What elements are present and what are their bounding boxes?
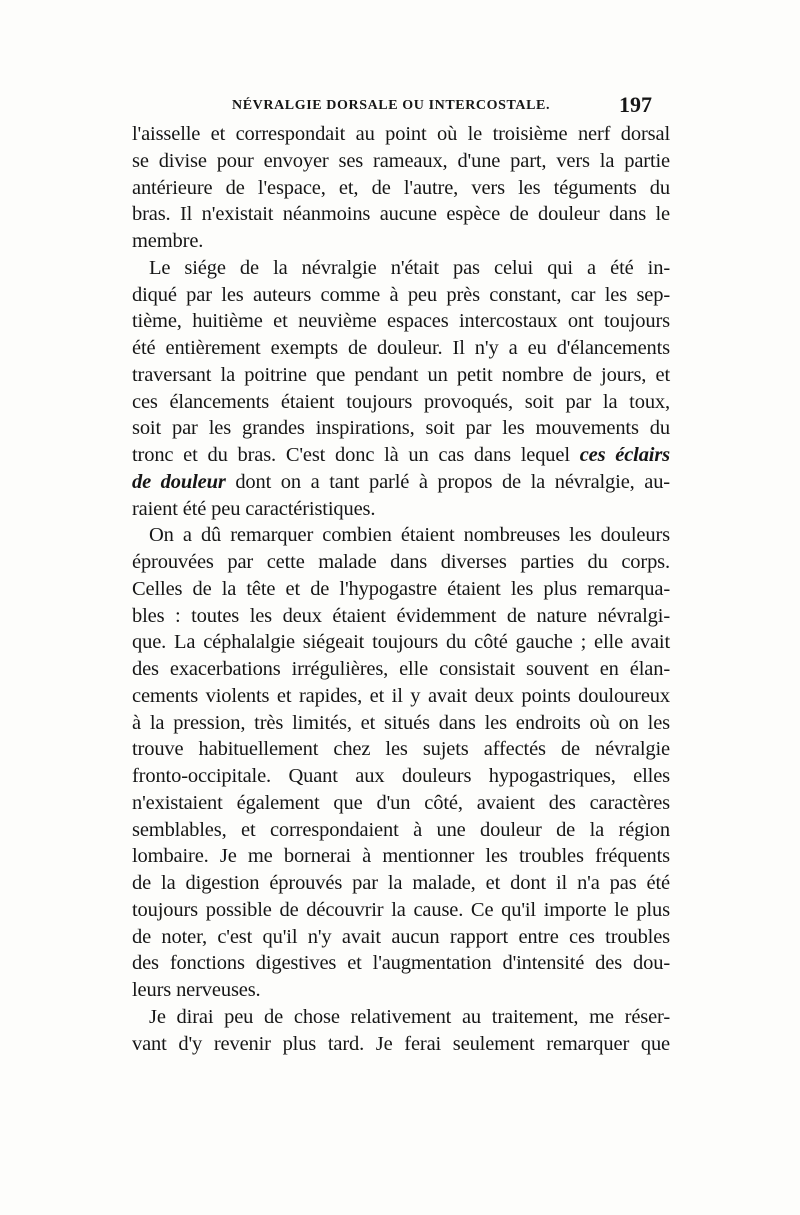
text-line: cements violents et rapides, et il y avait deux points douloureux — [132, 684, 670, 707]
text-line: raient été peu caractéristiques. — [132, 497, 376, 520]
text-line: bras. Il n'existait néanmoins aucune espèce de douleur dans le — [132, 203, 670, 226]
text-line: trouve habituellement chez les sujets affectés de névralgie — [132, 738, 670, 761]
running-title: NÉVRALGIE DORSALE OU INTERCOSTALE. — [232, 98, 551, 113]
text-line: se divise pour envoyer ses rameaux, d'une part, vers la partie — [132, 149, 670, 172]
text-run: tronc et du bras. C'est donc là un cas dans lequel — [132, 444, 580, 466]
text-line: lombaire. Je me bornerai à mentionner les troubles fréquents — [132, 845, 670, 868]
text-line: vant d'y revenir plus tard. Je ferai seulement remarquer que — [132, 1032, 670, 1055]
text-line: tième, huitième et neuvième espaces intercostaux ont toujours — [132, 310, 670, 333]
text-line: ces élancements étaient toujours provoqués, soit par la toux, — [132, 390, 670, 413]
text-line: soit par les grandes inspirations, soit par les mouvements du — [132, 417, 670, 440]
text-line: Je dirai peu de chose relativement au traitement, me réser- — [149, 1005, 670, 1028]
text-line: traversant la poitrine que pendant un petit nombre de jours, et — [132, 363, 670, 386]
page-number: 197 — [619, 92, 652, 117]
text-line: semblables, et correspondaient à une douleur de la région — [132, 818, 670, 841]
text-line: antérieure de l'espace, et, de l'autre, vers les téguments du — [132, 176, 670, 199]
text-line: diqué par les auteurs comme à peu près constant, car les sep- — [132, 283, 670, 306]
text-line: des exacerbations irrégulières, elle consistait souvent en élan- — [132, 658, 670, 680]
italic-phrase: de douleur — [132, 470, 226, 493]
text-line: toujours possible de découvrir la cause. Ce qu'il importe le plus — [132, 898, 670, 921]
text-line — [132, 469, 670, 496]
text-line: été entièrement exempts de douleur. Il n'y a eu d'élancements — [132, 337, 670, 359]
text-line: n'existaient également que d'un côté, avaient des caractères — [132, 791, 670, 814]
text-line — [132, 442, 670, 469]
text-line: l'aisselle et correspondait au point où le troisième nerf dorsal — [132, 123, 670, 145]
text-line: Celles de la tête et de l'hypogastre étaient les plus remarqua- — [132, 577, 670, 600]
text-line: de la digestion éprouvés par la malade, et dont il n'a pas été — [132, 872, 670, 894]
text-line: que. La céphalalgie siégeait toujours du côté gauche ; elle avait — [132, 631, 670, 654]
text-line: leurs nerveuses. — [132, 979, 261, 1001]
text-line: de noter, c'est qu'il n'y avait aucun rapport entre ces troubles — [132, 925, 670, 948]
text-line: bles : toutes les deux étaient évidemment de nature névralgi- — [132, 604, 670, 627]
body-text — [132, 121, 670, 1057]
running-head — [132, 92, 670, 120]
text-line: fronto-occipitale. Quant aux douleurs hypogastriques, elles — [132, 765, 670, 787]
text-run: dont on a tant parlé à propos de la névralgie, au- — [225, 470, 670, 493]
text-line: éprouvées par cette malade dans diverses parties du corps. — [132, 551, 670, 573]
text-line: Le siége de la névralgie n'était pas celui qui a été in- — [149, 256, 670, 279]
italic-phrase: ces éclairs — [579, 444, 670, 466]
text-line: On a dû remarquer combien étaient nombreuses les douleurs — [149, 524, 670, 547]
text-line: des fonctions digestives et l'augmentation d'intensité des dou- — [132, 952, 670, 975]
text-line: à la pression, très limités, et situés dans les endroits où on les — [132, 711, 670, 734]
text-line: membre. — [132, 230, 204, 252]
